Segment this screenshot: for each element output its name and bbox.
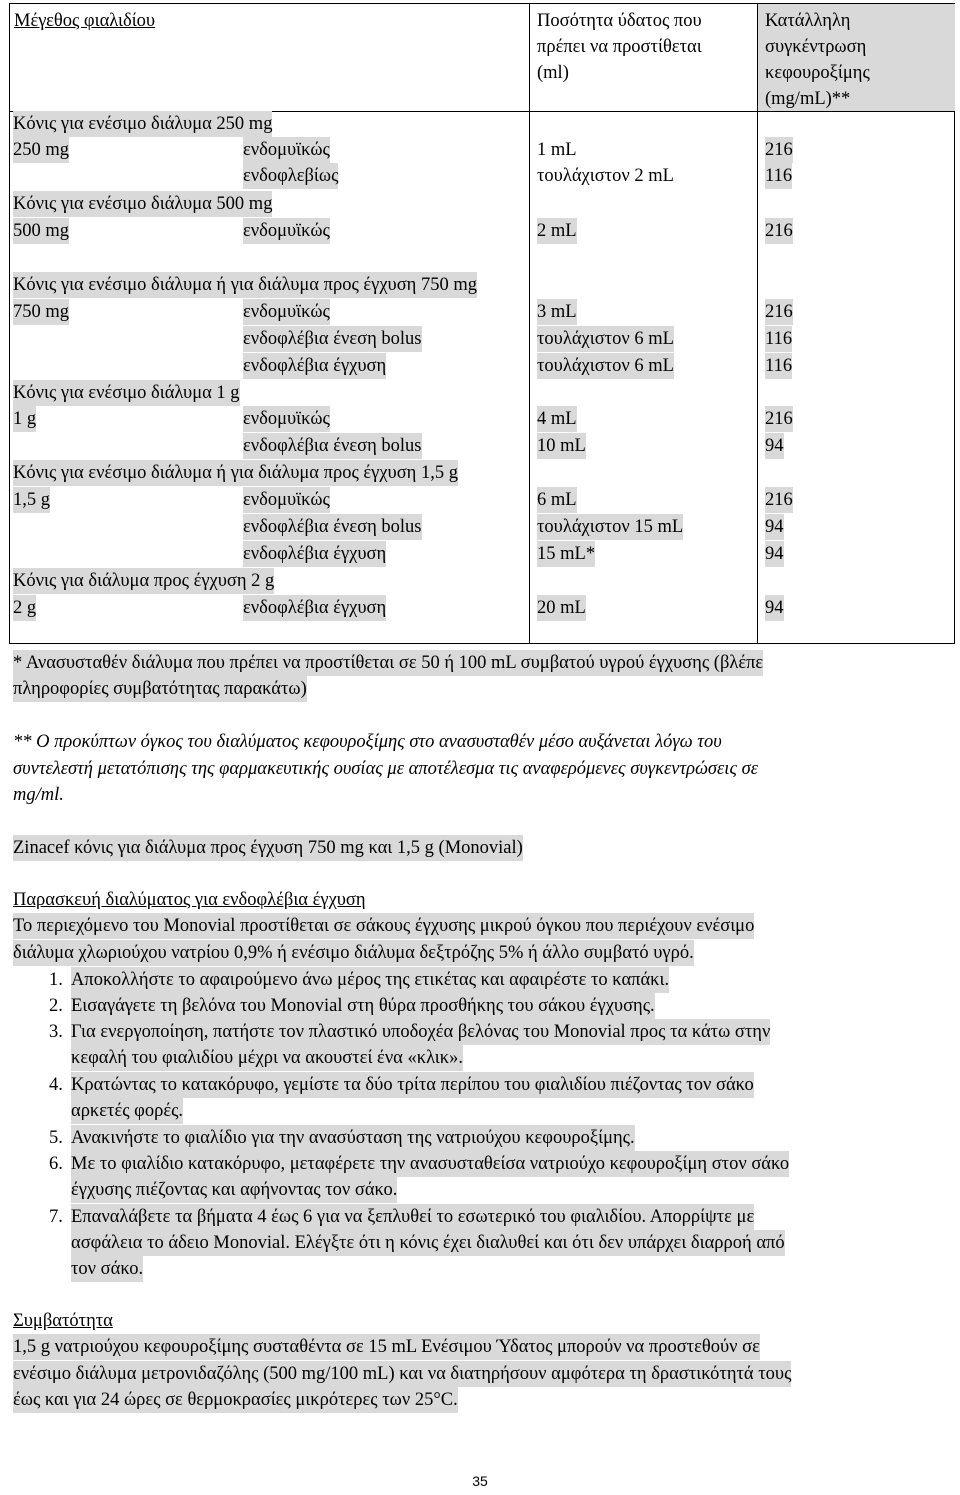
compat-line2: ενέσιμο διάλυμα μετρονιδαζόλης (500 mg/100 mL) και να διατηρήσουν αμφότερα τη δραστικότητά τους [13, 1361, 791, 1387]
step-text-cont: κεφαλή του φιαλιδίου μέχρι να ακουστεί ένα «κλικ». [71, 1045, 463, 1071]
monovial-title: Zinacef κόνις για διάλυμα προς έγχυση 750 mg και 1,5 g (Monovial) [13, 835, 523, 861]
section-title-250mg: Κόνις για ενέσιμο διάλυμα 250 mg [13, 111, 272, 137]
section-title-2g: Κόνις για διάλυμα προς έγχυση 2 g [13, 568, 274, 594]
step-number: 6. [49, 1154, 63, 1174]
footnote-star-line1: * Ανασυσταθέν διάλυμα που πρέπει να προστίθεται σε 50 ή 100 mL συμβατού υγρού έγχυσης (βλέπε [13, 650, 763, 676]
footnote-doublestar-line2: συντελεστή μετατόπισης της φαρμακευτικής ουσίας με αποτέλεσμα τις αναφερόμενες συγκεντρώσεις σε [13, 759, 758, 779]
col-divider-1 [529, 4, 530, 643]
section-title-1-5g: Κόνις για ενέσιμο διάλυμα ή για διάλυμα προς έγχυση 1,5 g [13, 460, 458, 486]
water-500mg-1: 2 mL [537, 218, 577, 244]
prep-intro-line1: Το περιεχόμενο του Monovial προστίθεται σε σάκους έγχυσης μικρού όγκου που περιέχουν ενέσιμο [13, 913, 754, 939]
footnote-star-line2: πληροφορίες συμβατότητας παρακάτω) [13, 676, 307, 702]
water-2g-1: 20 mL [537, 595, 586, 621]
dosage-table [9, 3, 955, 644]
step-text: Κρατώντας το κατακόρυφο, γεμίστε τα δύο τρίτα περίπου του φιαλιδίου πιέζοντας τον σάκο [71, 1072, 754, 1098]
prep-heading: Παρασκευή διαλύματος για ενδοφλέβια έγχυση [13, 890, 366, 910]
section-title-750mg: Κόνις για ενέσιμο διάλυμα ή για διάλυμα προς έγχυση 750 mg [13, 272, 477, 298]
route-250mg-1: ενδομυϊκώς [243, 137, 330, 163]
water-750mg-3: τουλάχιστον 6 mL [537, 353, 674, 379]
prep-intro-line2: διάλυμα χλωριούχου νατρίου 0,9% ή ενέσιμο διάλυμα δεξτρόζης 5% ή άλλο συμβατό υγρό. [13, 940, 694, 966]
route-1g-1: ενδομυϊκώς [243, 406, 330, 432]
conc-750mg-2: 116 [765, 326, 792, 352]
step-text: Αποκολλήστε το αφαιρούμενο άνω μέρος της ετικέτας και αφαιρέστε το καπάκι. [71, 967, 669, 993]
conc-750mg-3: 116 [765, 353, 792, 379]
conc-750mg-1: 216 [765, 299, 793, 325]
conc-1-5g-3: 94 [765, 541, 784, 567]
header-concentration: Κατάλληλη συγκέντρωση κεφουροξίμης (mg/mL)** [765, 11, 870, 109]
step-text-cont: τον σάκο. [71, 1256, 143, 1282]
route-1-5g-2: ενδοφλέβια ένεση bolus [243, 514, 422, 540]
route-750mg-2: ενδοφλέβια ένεση bolus [243, 326, 422, 352]
conc-1-5g-1: 216 [765, 487, 793, 513]
header-water: Ποσότητα ύδατος που πρέπει να προστίθεται (ml) [537, 11, 702, 83]
step-text-cont: αρκετές φορές. [71, 1098, 183, 1124]
section-title-1g: Κόνις για ενέσιμο διάλυμα 1 g [13, 380, 240, 406]
water-1-5g-2: τουλάχιστον 15 mL [537, 514, 683, 540]
vial-size-1-5g: 1,5 g [13, 487, 50, 513]
water-1g-1: 4 mL [537, 406, 577, 432]
route-2g-1: ενδοφλέβια έγχυση [243, 595, 386, 621]
route-1-5g-1: ενδομυϊκώς [243, 487, 330, 513]
water-750mg-1: 3 mL [537, 299, 577, 325]
vial-size-250mg: 250 mg [13, 137, 69, 163]
conc-250mg-2: 116 [765, 163, 792, 189]
conc-2g-1: 94 [765, 595, 784, 621]
vial-size-2g: 2 g [13, 595, 36, 621]
step-text: Με το φιαλίδιο κατακόρυφο, μεταφέρετε την ανασυσταθείσα νατριούχο κεφουροξίμη στον σάκο [71, 1151, 789, 1177]
water-250mg-1: 1 mL [537, 140, 577, 160]
route-500mg-1: ενδομυϊκώς [243, 218, 330, 244]
step-number: 1. [49, 970, 63, 990]
footnote-doublestar-line1: ** Ο προκύπτων όγκος του διαλύματος κεφουροξίμης στο ανασυσταθέν μέσο αυξάνεται λόγω του [13, 732, 722, 752]
section-title-500mg: Κόνις για ενέσιμο διάλυμα 500 mg [13, 191, 272, 217]
conc-500mg-1: 216 [765, 218, 793, 244]
conc-1g-1: 216 [765, 406, 793, 432]
vial-size-500mg: 500 mg [13, 218, 69, 244]
compat-heading: Συμβατότητα [13, 1311, 113, 1331]
route-750mg-1: ενδομυϊκώς [243, 299, 330, 325]
step-number: 5. [49, 1128, 63, 1148]
step-number: 3. [49, 1022, 63, 1042]
water-1-5g-3: 15 mL* [537, 541, 595, 567]
route-1-5g-3: ενδοφλέβια έγχυση [243, 541, 386, 567]
conc-1-5g-2: 94 [765, 514, 784, 540]
water-250mg-2: τουλάχιστον 2 mL [537, 166, 674, 186]
route-750mg-3: ενδοφλέβια έγχυση [243, 353, 386, 379]
compat-line1: 1,5 g νατριούχου κεφουροξίμης συσταθέντα σε 15 mL Ενέσιμου Ύδατος μπορούν να προστεθούν σε [13, 1334, 760, 1360]
page-number: 35 [472, 1473, 488, 1489]
step-number: 2. [49, 996, 63, 1016]
footnote-doublestar-line3: mg/ml. [13, 785, 64, 805]
step-number: 4. [49, 1075, 63, 1095]
compat-line3: έως και για 24 ώρες σε θερμοκρασίες μικρότερες των 25°C. [13, 1387, 458, 1413]
header-vial-size: Μέγεθος φιαλιδίου [14, 11, 156, 31]
conc-250mg-1: 216 [765, 137, 793, 163]
conc-1g-2: 94 [765, 433, 784, 459]
step-text: Για ενεργοποίηση, πατήστε τον πλαστικό υποδοχέα βελόνας του Monovial προς τα κάτω στην [71, 1019, 770, 1045]
step-text-cont: ασφάλεια το άδειο Monovial. Ελέγξτε ότι η κόνις έχει διαλυθεί και ότι δεν υπάρχει διαρροή από [71, 1230, 785, 1256]
water-750mg-2: τουλάχιστον 6 mL [537, 326, 674, 352]
vial-size-1g: 1 g [13, 406, 36, 432]
step-text: Ανακινήστε το φιαλίδιο για την ανασύσταση της νατριούχου κεφουροξίμης. [71, 1125, 635, 1151]
water-1-5g-1: 6 mL [537, 487, 577, 513]
step-text: Εισαγάγετε τη βελόνα του Monovial στη θύρα προσθήκης του σάκου έγχυσης. [71, 993, 655, 1019]
step-text: Επαναλάβετε τα βήματα 4 έως 6 για να ξεπλυθεί το εσωτερικό του φιαλιδίου. Απορρίψτε με [71, 1204, 754, 1230]
step-text-cont: έγχυσης πιέζοντας και αφήνοντας τον σάκο. [71, 1177, 397, 1203]
water-1g-2: 10 mL [537, 433, 586, 459]
vial-size-750mg: 750 mg [13, 299, 69, 325]
route-250mg-2: ενδοφλεβίως [243, 163, 338, 189]
route-1g-2: ενδοφλέβια ένεση bolus [243, 433, 422, 459]
step-number: 7. [49, 1207, 63, 1227]
